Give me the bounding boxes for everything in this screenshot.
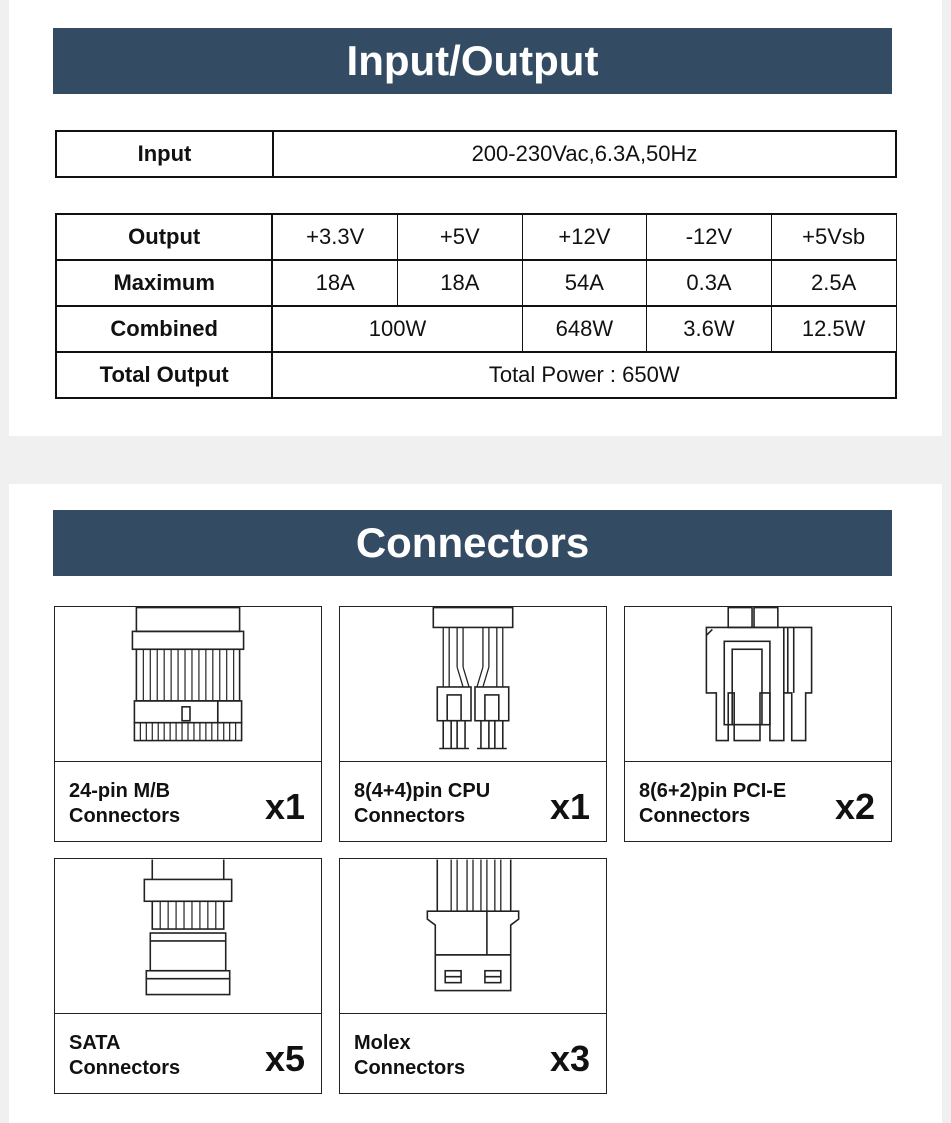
connector-card-label	[639, 779, 786, 829]
rail-3v3: +3.3V	[272, 214, 397, 260]
output-table	[55, 213, 897, 399]
input-table	[55, 130, 897, 178]
rail-5v: +5V	[398, 214, 523, 260]
output-label: Output	[56, 214, 272, 260]
connector-card-label	[354, 779, 490, 829]
combined-5vsb: 12.5W	[771, 306, 896, 352]
total-output-value: Total Power : 650W	[272, 352, 896, 398]
input-label: Input	[56, 131, 273, 177]
connector-quantity: x2	[834, 786, 875, 827]
rail-12v: +12V	[522, 214, 647, 260]
connector-card-molex	[339, 858, 607, 1094]
connector-quantity: x5	[264, 1038, 305, 1079]
connector-name: 8(6+2)pin PCI-E	[639, 780, 787, 802]
connector-card-24pin	[54, 606, 322, 842]
input-output-title: Input/Output	[53, 28, 892, 94]
connector-card-label	[69, 1031, 180, 1081]
connector-card-pcie	[624, 606, 892, 842]
connector-card-label	[354, 1031, 465, 1081]
maximum-label: Maximum	[56, 260, 272, 306]
combined-neg12v: 3.6W	[647, 306, 772, 352]
combined-3v3-5v: 100W	[272, 306, 522, 352]
combined-label: Combined	[56, 306, 272, 352]
max-5v: 18A	[398, 260, 523, 306]
molex-connector-icon	[340, 859, 606, 1014]
connector-card-sata	[54, 858, 322, 1094]
max-5vsb: 2.5A	[771, 260, 896, 306]
connector-suffix: Connectors	[69, 805, 181, 827]
right-edge	[942, 0, 951, 1123]
section-gap	[0, 436, 951, 484]
connector-name: SATA	[69, 1032, 121, 1054]
connector-quantity: x1	[549, 786, 590, 827]
connector-name: 8(4+4)pin CPU	[354, 780, 491, 802]
max-12v: 54A	[522, 260, 647, 306]
cpu-8pin-connector-icon	[340, 607, 606, 762]
connector-suffix: Connectors	[354, 805, 466, 827]
connector-card-label	[69, 779, 180, 829]
total-output-label: Total Output	[56, 352, 272, 398]
combined-12v: 648W	[522, 306, 647, 352]
rail-5vsb: +5Vsb	[771, 214, 896, 260]
connector-quantity: x3	[549, 1038, 590, 1079]
connector-name: 24-pin M/B	[69, 780, 171, 802]
input-value: 200-230Vac,6.3A,50Hz	[273, 131, 896, 177]
max-neg12v: 0.3A	[647, 260, 772, 306]
connectors-title: Connectors	[53, 510, 892, 576]
connector-quantity: x1	[264, 786, 305, 827]
pcie-8pin-connector-icon	[625, 607, 891, 762]
left-edge	[0, 0, 9, 1123]
max-3v3: 18A	[272, 260, 397, 306]
connector-card-cpu	[339, 606, 607, 842]
connector-suffix: Connectors	[354, 1057, 466, 1079]
atx-24pin-connector-icon	[55, 607, 321, 762]
connector-suffix: Connectors	[639, 805, 751, 827]
connector-suffix: Connectors	[69, 1057, 181, 1079]
rail-neg12v: -12V	[647, 214, 772, 260]
connector-name: Molex	[354, 1032, 411, 1054]
sata-connector-icon	[55, 859, 321, 1014]
